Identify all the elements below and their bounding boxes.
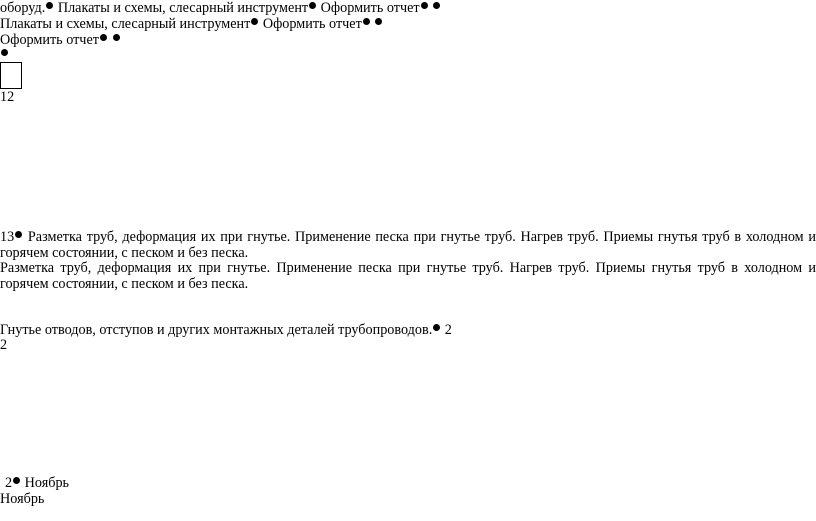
bullet-icon xyxy=(433,324,440,331)
empty-cell-box xyxy=(0,62,22,89)
bending-line xyxy=(0,322,452,338)
hours-value: 2 xyxy=(0,337,8,353)
bullet-icon xyxy=(251,18,258,25)
bullet-icon xyxy=(363,18,370,25)
month-name: Ноябрь xyxy=(0,491,45,507)
month-line xyxy=(5,475,69,491)
bullet-icon xyxy=(13,477,20,484)
bullet-icon xyxy=(375,18,382,25)
text-report: Оформить отчет xyxy=(259,16,362,32)
item-13-number: 13 xyxy=(0,229,15,245)
item-13-paragraph xyxy=(0,229,816,261)
bullet-icon xyxy=(1,49,8,56)
text-posters-tools: Плакаты и схемы, слесарный инструмент xyxy=(54,0,309,16)
text-report: Оформить отчет xyxy=(0,32,99,48)
month-label: Ноябрь xyxy=(21,475,70,491)
bullet-icon xyxy=(433,2,440,9)
bullet-icon xyxy=(113,34,120,41)
row-line-4 xyxy=(0,47,9,63)
text-equipment-abbr: оборуд. xyxy=(0,0,46,16)
bullet-icon xyxy=(100,34,107,41)
row-line-2 xyxy=(0,16,383,32)
page-number-12: 12 xyxy=(0,89,15,105)
bullet-icon xyxy=(15,231,22,238)
bullet-icon xyxy=(46,2,53,9)
bending-text: Гнутье отводов, отступов и других монтажных деталей трубопроводов. xyxy=(0,322,433,338)
bullet-icon xyxy=(421,2,428,9)
row-line-3 xyxy=(0,32,121,48)
text-report: Оформить отчет xyxy=(317,0,420,16)
row-line-1 xyxy=(0,0,441,16)
text-posters-tools: Плакаты и схемы, слесарный инструмент xyxy=(0,16,251,32)
bullet-icon xyxy=(309,2,316,9)
bending-hours: 2 xyxy=(441,322,452,338)
item-13-text: Разметка труб, деформация их при гнутье. Применение песка при гнутье труб. Нагрев труб. Приемы гнутья труб в холодном и горячем состоянии, с песком и без песка. xyxy=(0,229,816,261)
month-hours: 2 xyxy=(5,475,13,491)
item-13-repeat-paragraph: Разметка труб, деформация их при гнутье. Применение песка при гнутье труб. Нагрев труб. Приемы гнутья труб в холодном и горячем состоянии, с песком и без песка. xyxy=(0,260,816,292)
